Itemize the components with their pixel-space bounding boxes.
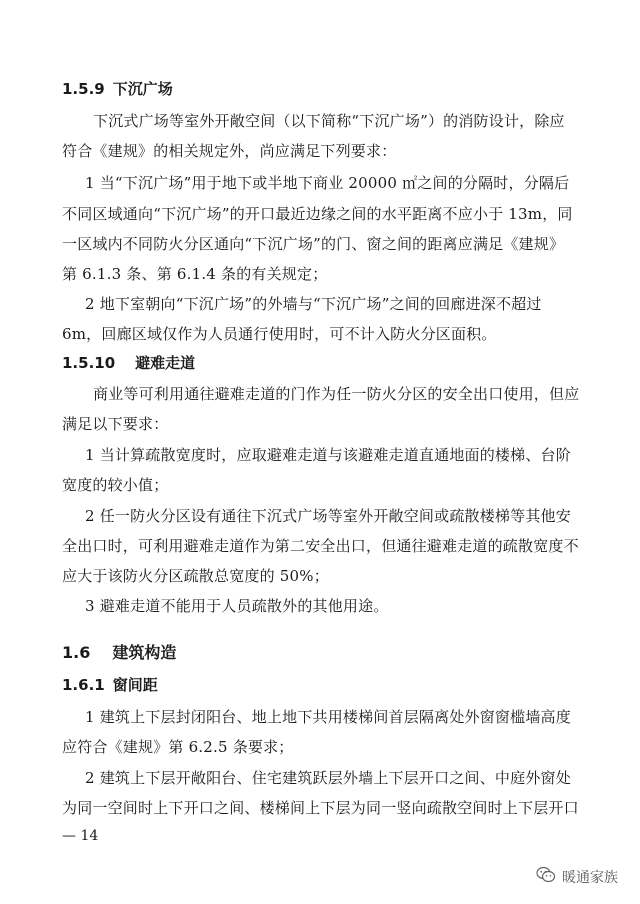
section-number: 1.6.1 <box>62 676 105 694</box>
watermark-text: 暖通家族 <box>562 870 618 886</box>
paragraph-line: 下沉式广场等室外开敞空间（以下简称“下沉广场”）的消防设计，除应 <box>93 112 565 130</box>
section-heading-1-6 <box>62 640 176 663</box>
section-title: 窗间距 <box>112 676 158 694</box>
paragraph-line: 应符合《建规》第 6.2.5 条要求； <box>62 738 294 756</box>
list-item-line: 1 当“下沉广场”用于地下或半地下商业 20000 ㎡之间的分隔时，分隔后 <box>85 174 570 192</box>
wechat-icon <box>536 866 556 888</box>
section-number: 1.5.9 <box>62 80 105 98</box>
list-item-line: 1 当计算疏散宽度时，应取避难走道与该避难走道直通地面的楼梯、台阶 <box>85 446 571 464</box>
paragraph-line: 一区域内不同防火分区通向“下沉广场”的门、窗之间的距离应满足《建规》 <box>62 235 565 253</box>
paragraph-line: 宽度的较小值； <box>62 476 169 494</box>
paragraph-line: 商业等可利用通往避难走道的门作为任一防火分区的安全出口使用，但应 <box>93 385 580 403</box>
page-number: — 14 <box>62 828 99 844</box>
paragraph-line: 第 6.1.3 条、第 6.1.4 条的有关规定； <box>62 265 328 283</box>
watermark <box>536 866 618 888</box>
section-title: 避难走道 <box>135 354 196 372</box>
section-number: 1.6 <box>62 643 91 662</box>
list-item-line: 2 建筑上下层开敞阳台、住宅建筑跃层外墙上下层开口之间、中庭外窗处 <box>85 769 571 787</box>
paragraph-line: 符合《建规》的相关规定外，尚应满足下列要求： <box>62 142 397 160</box>
list-item-line: 1 建筑上下层封闭阳台、地上地下共用楼梯间首层隔离处外窗窗槛墙高度 <box>85 708 571 726</box>
paragraph-line: 为同一空间时上下开口之间、楼梯间上下层为同一竖向疏散空间时上下层开口 <box>62 799 579 817</box>
paragraph-line: 全出口时，可利用避难走道作为第二安全出口，但通往避难走道的疏散宽度不 <box>62 537 579 555</box>
list-item-line: 3 避难走道不能用于人员疏散外的其他用途。 <box>85 597 389 615</box>
paragraph-line: 6m，回廊区域仅作为人员通行使用时，可不计入防火分区面积。 <box>62 325 497 343</box>
paragraph-line: 满足以下要求： <box>62 415 169 433</box>
section-number: 1.5.10 <box>62 354 116 372</box>
section-heading-1-5-10 <box>62 352 195 373</box>
paragraph-line: 应大于该防火分区疏散总宽度的 50%； <box>62 567 329 585</box>
list-item-line: 2 地下室朝向“下沉广场”的外墙与“下沉广场”之间的回廊进深不超过 <box>85 295 542 313</box>
section-title: 下沉广场 <box>112 80 173 98</box>
list-item-line: 2 任一防火分区设有通往下沉式广场等室外开敞空间或疏散楼梯等其他安 <box>85 507 571 525</box>
section-title: 建筑构造 <box>112 643 177 662</box>
section-heading-1-6-1 <box>62 674 158 695</box>
section-heading-1-5-9 <box>62 78 173 99</box>
paragraph-line: 不同区域通向“下沉广场”的开口最近边缘之间的水平距离不应小于 13m，同 <box>62 205 573 223</box>
